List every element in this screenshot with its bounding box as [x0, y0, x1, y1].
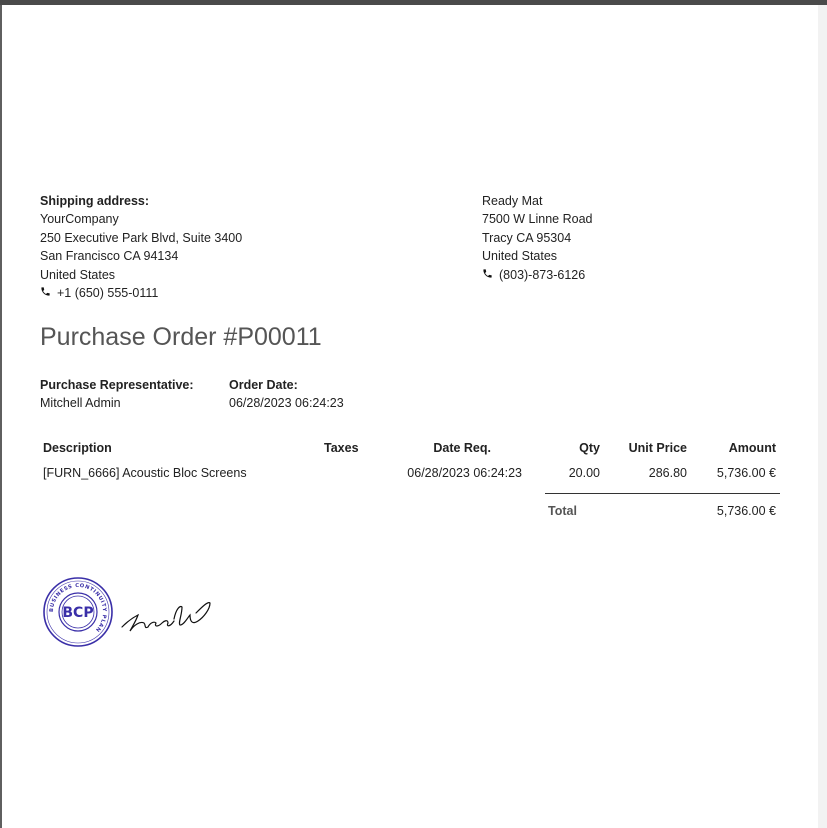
vendor-line: 7500 W Linne Road — [482, 212, 593, 226]
shipping-line: 250 Executive Park Blvd, Suite 3400 — [40, 231, 243, 245]
order-date-value: 06/28/2023 06:24:23 — [229, 396, 344, 410]
vendor-phone-number: (803)-873-6126 — [499, 268, 586, 282]
order-date-label: Order Date: — [229, 378, 298, 392]
col-taxes: Taxes — [324, 441, 359, 455]
total-label: Total — [548, 504, 577, 518]
cell-amount: 5,736.00 € — [716, 466, 776, 480]
col-amount: Amount — [728, 441, 776, 455]
shipping-phone-number: +1 (650) 555-0111 — [57, 286, 159, 300]
vendor-line: Ready Mat — [482, 194, 543, 208]
document-page — [2, 5, 818, 828]
document-title: Purchase Order #P00011 — [40, 323, 322, 351]
bcp-stamp — [42, 576, 114, 648]
vendor-line: United States — [482, 249, 558, 263]
rep-label: Purchase Representative: — [40, 378, 194, 392]
col-date-req: Date Req. — [433, 441, 491, 455]
phone-icon — [40, 285, 52, 303]
cell-unit-price: 286.80 — [648, 466, 687, 480]
cell-date-req: 06/28/2023 06:24:23 — [407, 466, 522, 480]
signature — [118, 595, 214, 639]
vendor-line: Tracy CA 95304 — [482, 231, 572, 245]
col-unit-price: Unit Price — [628, 441, 687, 455]
phone-icon — [482, 267, 494, 285]
vendor-phone — [482, 266, 585, 285]
viewer-scroll-gutter[interactable] — [818, 5, 827, 828]
shipping-line: YourCompany — [40, 212, 119, 226]
stamp-ring-text: BUSINESS CONTINUITY PLAN — [48, 582, 108, 633]
col-description: Description — [43, 441, 112, 455]
shipping-phone — [40, 284, 158, 303]
total-value: 5,736.00 € — [716, 504, 776, 518]
rep-value: Mitchell Admin — [40, 396, 121, 410]
shipping-line: San Francisco CA 94134 — [40, 249, 179, 263]
total-divider — [545, 493, 780, 494]
shipping-heading: Shipping address: — [40, 194, 150, 208]
cell-qty: 20.00 — [568, 466, 600, 480]
col-qty: Qty — [579, 441, 600, 455]
stamp-center-text: BCP — [62, 605, 94, 621]
cell-description: [FURN_6666] Acoustic Bloc Screens — [43, 466, 247, 480]
shipping-line: United States — [40, 268, 116, 282]
